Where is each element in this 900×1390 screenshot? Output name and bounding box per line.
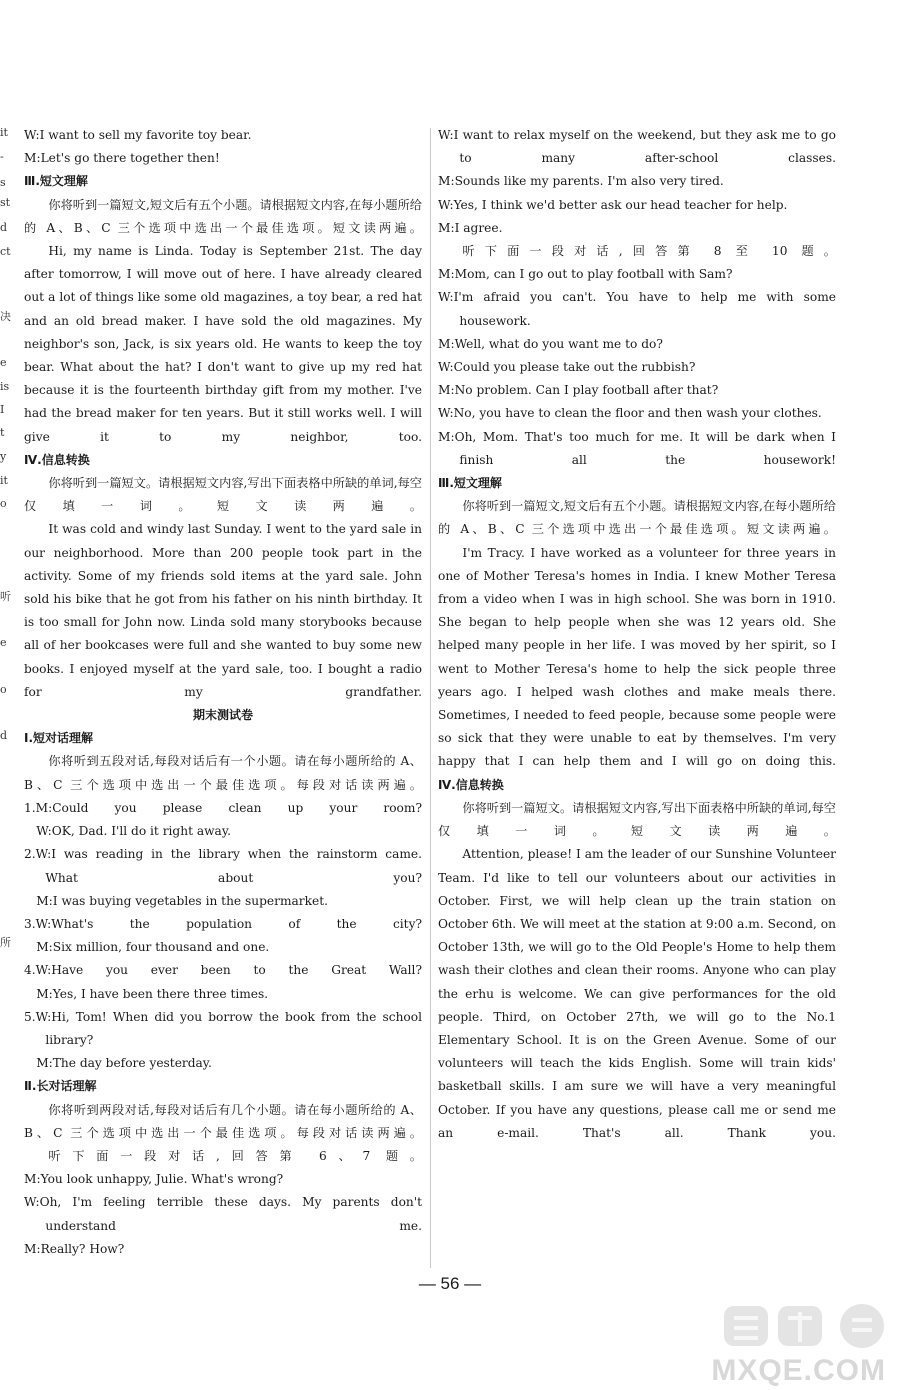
edge-fragment: st <box>0 196 11 209</box>
edge-fragment: - <box>0 150 4 163</box>
edge-fragment: 决 <box>0 310 11 323</box>
edge-fragment: 所 <box>0 936 11 949</box>
section-heading: Ⅲ.短文理解 <box>438 476 502 491</box>
section-heading: Ⅳ.信息转换 <box>438 777 504 792</box>
dialogue-line: M:No problem. Can I play football after that? <box>438 383 719 398</box>
watermark <box>711 1300 894 1387</box>
section-heading: Ⅱ.长对话理解 <box>24 1079 97 1094</box>
edge-fragment: ct <box>0 245 11 258</box>
dialogue-line: M:Really? How? <box>24 1241 125 1256</box>
edge-fragment: e <box>0 636 7 649</box>
page-number: — 56 — <box>418 1274 482 1293</box>
dialogue-line: 4.W:Have you ever been to the Great Wall? <box>24 963 422 978</box>
edge-fragment: o <box>0 683 7 696</box>
left-column <box>24 124 422 1261</box>
test-title: 期末测试卷 <box>192 708 253 723</box>
dialogue-line: M:Oh, Mom. That's too much for me. It will be dark when I finish all the housework! <box>438 429 836 467</box>
paragraph: 你将听到两段对话,每段对话后有几个小题。请在每小题所给的 A、B、C 三个选项中选出一个最佳选项。每段对话读两遍。 <box>24 1102 422 1140</box>
edge-fragment: e <box>0 356 7 369</box>
dialogue-line: M:I was buying vegetables in the supermarket. <box>36 893 328 908</box>
dialogue-line: M:You look unhappy, Julie. What's wrong? <box>24 1172 284 1187</box>
edge-fragment: s <box>0 176 6 189</box>
paragraph: 你将听到一篇短文,短文后有五个小题。请根据短文内容,在每小题所给的 A、B、C 三个选项中选出一个最佳选项。短文读两遍。 <box>438 499 836 537</box>
edge-fragment: it <box>0 474 8 487</box>
dialogue-line: 1.M:Could you please clean up your room? <box>24 800 422 815</box>
dialogue-line: M:Well, what do you want me to do? <box>438 336 663 351</box>
dialogue-line: M:I agree. <box>438 220 503 235</box>
dialogue-line: M:The day before yesterday. <box>36 1056 212 1071</box>
dialogue-line: M:Six million, four thousand and one. <box>36 940 270 955</box>
paragraph: 听下面一段对话,回答第 8 至 10 题。 <box>462 244 836 259</box>
dialogue-line: W:I'm afraid you can't. You have to help me with some housework. <box>438 290 836 328</box>
section-heading: Ⅳ.信息转换 <box>24 452 90 467</box>
dialogue-line: M:Yes, I have been there three times. <box>36 986 269 1001</box>
dialogue-line: M:Sounds like my parents. I'm also very tired. <box>438 174 724 189</box>
dialogue-line: M:Let's go there together then! <box>24 151 220 166</box>
edge-fragment: 听 <box>0 590 11 603</box>
dialogue-line: W:No, you have to clean the floor and then wash your clothes. <box>438 406 822 421</box>
column-divider <box>430 128 431 1268</box>
paragraph: Attention, please! I am the leader of our Sunshine Volunteer Team. I'd like to tell our volunteers about our activities in October. First, we will help clean up the train station on October 6th. We will meet at the station at 9:00 a.m. Second, on October 13th, we will go to the Old People's Home to help them wash their clothes and clean their rooms. Anyone who can play the erhu is welcome. We can give performances for the old people. Third, on October 27th, we will go to the No.1 Elementary School. It is on the Green Avenue. Some of our volunteers will teach the kids English. Some will train kids' basketball skills. I am sure we will have a very meaningful October. If you have any questions, please call me or send me an e-mail. That's all. Thank you. <box>438 847 836 1140</box>
dialogue-line: W:I want to relax myself on the weekend, but they ask me to go to many after-school classes. <box>438 128 836 166</box>
edge-fragment: o <box>0 497 7 510</box>
dialogue-line: W:Yes, I think we'd better ask our head teacher for help. <box>438 197 788 212</box>
edge-fragment: I <box>0 403 5 416</box>
dialogue-line: M:Mom, can I go out to play football with Sam? <box>438 267 733 282</box>
paragraph: 你将听到五段对话,每段对话后有一个小题。请在每小题所给的 A、B、C 三个选项中选出一个最佳选项。每段对话读两遍。 <box>24 754 422 792</box>
section-heading: Ⅰ.短对话理解 <box>24 731 94 746</box>
section-heading: Ⅲ.短文理解 <box>24 174 88 189</box>
paragraph: It was cold and windy last Sunday. I went to the yard sale in our neighborhood. More than 200 people took part in the activity. Some of my friends sold items at the yard sale. John sold his bike that he got from his father on his ninth birthday. It is too small for John now. Linda sold many storybooks because all of her bookcases were full and she wanted to buy some new books. I enjoyed myself at the yard sale, too. I bought a radio for my grandfather. <box>24 522 422 699</box>
paragraph: 你将听到一篇短文。请根据短文内容,写出下面表格中所缺的单词,每空仅填一词。短文读两遍。 <box>438 800 836 839</box>
dialogue-line: W:OK, Dad. I'll do it right away. <box>36 824 231 839</box>
dialogue-line: 5.W:Hi, Tom! When did you borrow the book from the school library? <box>24 1009 422 1047</box>
paragraph: 你将听到一篇短文,短文后有五个小题。请根据短文内容,在每小题所给的 A、B、C 三个选项中选出一个最佳选项。短文读两遍。 <box>24 197 422 235</box>
dialogue-line: W:I want to sell my favorite toy bear. <box>24 128 252 142</box>
edge-fragment: d <box>0 729 8 742</box>
right-column <box>438 124 836 1145</box>
paragraph: Hi, my name is Linda. Today is September 21st. The day after tomorrow, I will move out of here. I have already cleared out a lot of things like some old magazines, a toy bear, a red hat and an old bread maker. I have sold the old magazines. My neighbor's son, Jack, is six years old. He wants to keep the toy bear. What about the hat? I don't want to give up my red hat because it is the fourteenth birthday gift from my mother. I've had the bread maker for ten years. But it still works well. I will give it to my neighbor, too. <box>24 244 422 444</box>
edge-fragment: t <box>0 426 5 439</box>
dialogue-line: W:Could you please take out the rubbish? <box>438 360 696 375</box>
paragraph: 你将听到一篇短文。请根据短文内容,写出下面表格中所缺的单词,每空仅填一词。短文读两遍。 <box>24 476 422 514</box>
dialogue-line: W:Oh, I'm feeling terrible these days. My parents don't understand me. <box>24 1195 422 1233</box>
edge-fragment: it <box>0 126 8 139</box>
paragraph: 听下面一段对话,回答第 6、7 题。 <box>48 1148 422 1163</box>
paragraph: I'm Tracy. I have worked as a volunteer for three years in one of Mother Teresa's homes in India. I knew Mother Teresa from a video when I was in high school. She was born in 1910. She began to help people when she was 12 years old. She helped many people in her life. I was moved by her spirit, so I went to Mother Teresa's home to help the sick people three years ago. I helped wash clothes and make meals there. Sometimes, I needed to feed people, because some people were so sick that they were unable to eat by themselves. I'm very happy that I can help them and I will go on doing this. <box>438 545 836 769</box>
dialogue-line: 3.W:What's the population of the city? <box>24 916 422 931</box>
edge-fragment: y <box>0 450 7 463</box>
edge-fragment: is <box>0 380 10 393</box>
edge-fragment: d <box>0 221 8 234</box>
watermark-logo-icon <box>720 1300 892 1350</box>
watermark-text: MXQE.COM <box>711 1353 886 1387</box>
dialogue-line: 2.W:I was reading in the library when the rainstorm came. What about you? <box>24 847 422 885</box>
